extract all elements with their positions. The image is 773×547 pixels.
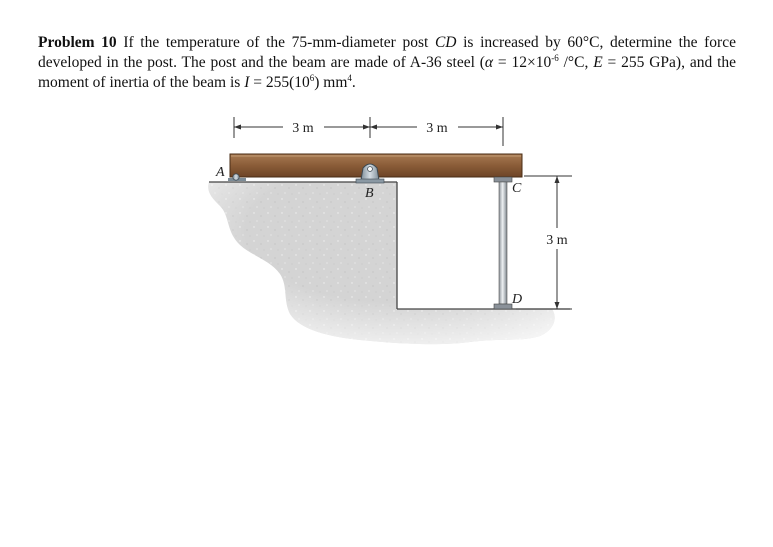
- problem-text-8: .: [351, 74, 356, 91]
- post-cd: [494, 177, 512, 309]
- dimension-cd-label: 3 m: [546, 233, 568, 248]
- point-b-label: B: [365, 186, 374, 201]
- inertia-symbol: I: [244, 74, 250, 91]
- problem-text-3: = 12×10: [493, 54, 552, 71]
- problem-text-2: is increased by 60°C, determine the force developed in the post. The post and the beam are made of A-36 steel (: [38, 34, 736, 71]
- problem-text-4: /°C,: [558, 54, 594, 71]
- dimension-bc-label: 3 m: [426, 121, 448, 136]
- problem-text-5: = 255 GPa), and the moment of inertia of the beam is: [38, 54, 736, 91]
- problem-text-7: ) mm: [314, 74, 348, 91]
- point-a-label: A: [216, 165, 225, 180]
- modulus-symbol: E: [593, 54, 603, 71]
- point-d-label: D: [512, 292, 523, 307]
- post-name: CD: [434, 34, 457, 51]
- alpha-symbol: α: [484, 54, 494, 71]
- exponent-1: -6: [551, 53, 559, 63]
- exponent-3: 4: [347, 73, 352, 83]
- point-c-label: C: [512, 181, 522, 196]
- exponent-2: 6: [309, 73, 315, 83]
- dimension-ab-label: 3 m: [292, 121, 314, 136]
- problem-text-1: If the temperature of the 75-mm-diameter post: [116, 34, 435, 51]
- problem-text-6: = 255(10: [249, 74, 310, 91]
- problem-label: Problem 10: [38, 34, 117, 51]
- top-dimension: [234, 117, 503, 146]
